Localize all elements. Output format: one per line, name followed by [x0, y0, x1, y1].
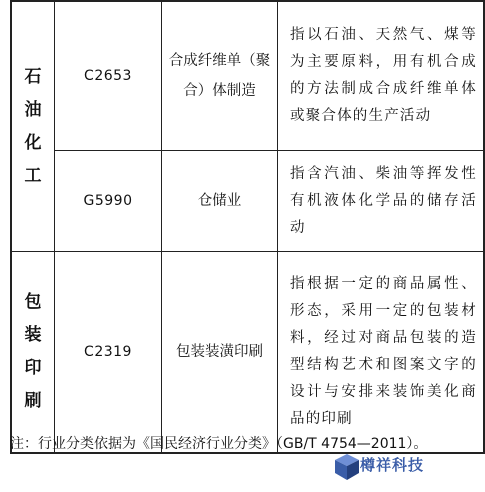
industry-code-cell: C2319: [55, 252, 162, 454]
watermark-brand: 樽祥科技: [360, 456, 425, 474]
industry-name-cell: 合成纤维单（聚合）体制造: [162, 1, 278, 151]
category-char: 刷: [24, 391, 42, 411]
industry-classification-table: [10, 0, 485, 454]
table-footnote: 注：行业分类依据为《国民经济行业分类》（GB/T 4754—2011）。: [10, 436, 428, 452]
category-char: 石: [24, 66, 42, 87]
category-char: 包: [24, 292, 42, 312]
category-char: 化: [24, 132, 42, 153]
industry-description-cell: 指含汽油、柴油等挥发性有机液体化学品的储存活动: [278, 151, 485, 252]
industry-name-cell: 仓储业: [162, 151, 278, 252]
table-row: [11, 252, 484, 454]
category-cell-packaging-printing: [11, 252, 55, 454]
industry-code-cell: C2653: [55, 1, 162, 151]
category-char: 装: [24, 325, 42, 345]
category-char: 油: [24, 99, 42, 120]
industry-description-cell: 指以石油、天然气、煤等为主要原料，用有机合成的方法制成合成纤维单体或聚合体的生产活动: [278, 1, 485, 151]
category-cell-petrochemical: [11, 1, 55, 252]
industry-code-cell: G5990: [55, 151, 162, 252]
table-row: [11, 151, 484, 252]
industry-name-cell: 包装装潢印刷: [162, 252, 278, 454]
table-row: [11, 1, 484, 151]
category-label: [12, 61, 54, 193]
category-char: 工: [24, 165, 42, 186]
category-char: 印: [24, 358, 42, 378]
industry-description-cell: 指根据一定的商品属性、形态，采用一定的包装材料，经过对商品包装的造型结构艺术和图案文字的设计与安排来装饰美化商品的印刷: [278, 252, 485, 454]
category-label: [12, 286, 54, 418]
